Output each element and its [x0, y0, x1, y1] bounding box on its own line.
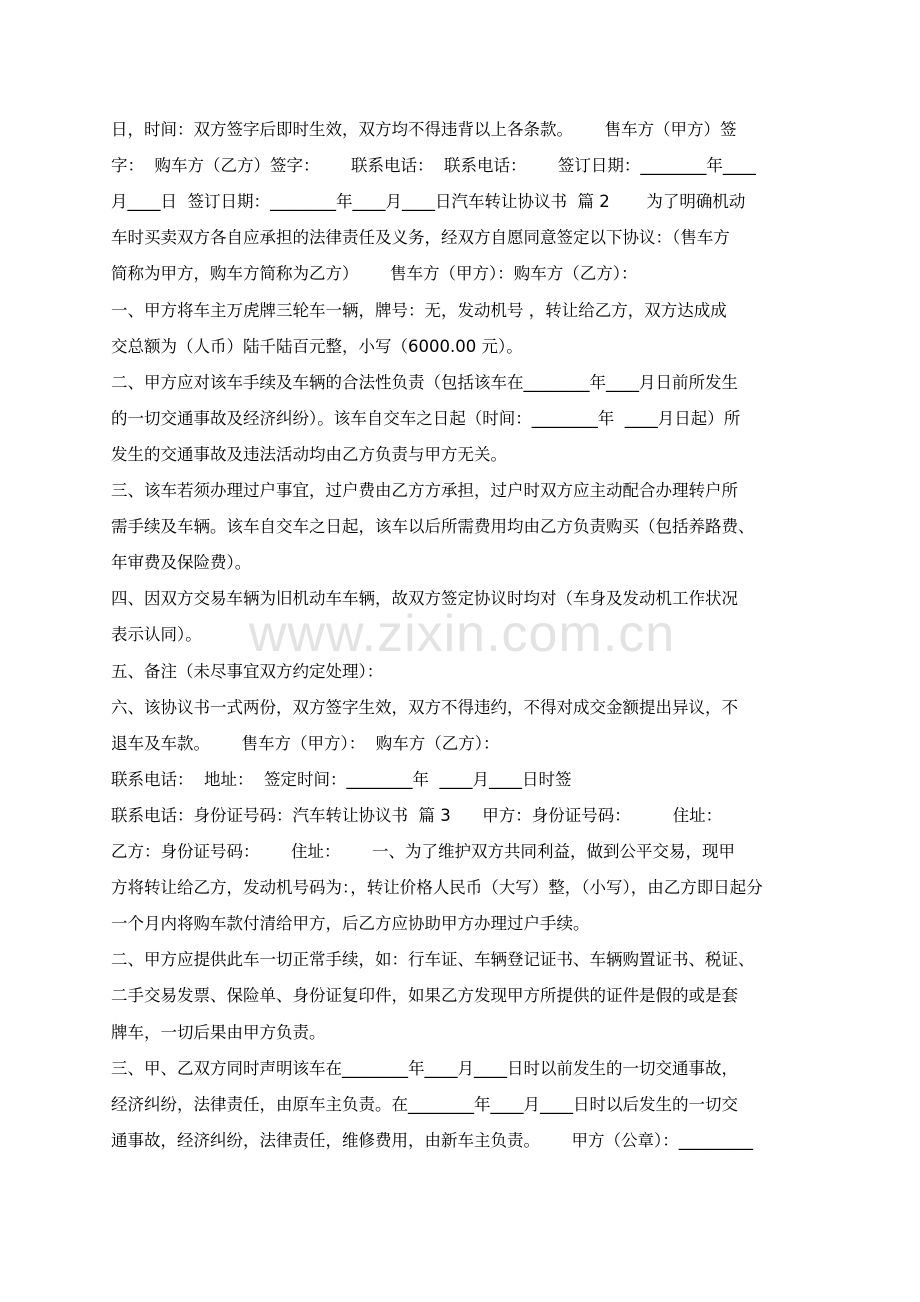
text-line: 六、该协议书一式两份，双方签字生效，双方不得违约，不得对成交金额提出异议，不 [111, 698, 738, 717]
text-line: 需手续及车辆。该车自交车之日起，该车以后所需费用均由乙方负责购买（包括养路费、 [111, 517, 755, 536]
text-line: 年审费及保险费）。 [111, 553, 252, 572]
text-line: 联系电话： 地址： 签定时间：________年 ____月____日时签 [111, 770, 572, 789]
text-line: 五、备注（未尽事宜双方约定处理）： [111, 662, 384, 681]
text-line: 表示认同）。 [111, 625, 202, 644]
text-line: 一、甲方将车主万虎牌三轮车一辆，牌号：无，发动机号 ，转让给乙方，双方达成成 [111, 301, 727, 320]
text-line: 二、甲方应提供此车一切正常手续，如：行车证、车辆登记证书、车辆购置证书、税证、 [111, 950, 755, 969]
text-line: 日，时间：双方签字后即时生效，双方均不得违背以上各条款。 售车方（甲方）签 [111, 120, 737, 139]
text-line: 牌车，一切后果由甲方负责。 [111, 1023, 326, 1042]
text-line: 经济纠纷，法律责任，由原车主负责。在________年____月____日时以后发生的一切交 [111, 1095, 738, 1114]
text-line: 三、该车若须办理过户事宜，过户费由乙方方承担，过户时双方应主动配合办理转户所 [111, 481, 738, 500]
text-line: 二、甲方应对该车手续及车辆的合法性负责（包括该车在________年____月日前所发生 [111, 373, 738, 392]
text-line: 字： 购车方（乙方）签字： 联系电话： 联系电话： 签订日期：________年____ [111, 156, 756, 175]
text-line: 乙方：身份证号码： 住址： 一、为了维护双方共同利益，做到公平交易，现甲 [111, 842, 735, 861]
text-line: 月____日 签订日期：________年____月____日汽车转让协议书 篇 2 为了明确机动 [111, 192, 746, 211]
text-line: 四、因双方交易车辆为旧机动车车辆，故双方签定协议时均对（车身及发动机工作状况 [111, 589, 738, 608]
text-line: 方将转让给乙方，发动机号码为：，转让价格人民币（大写）整，（小写），由乙方即日起分 [111, 878, 763, 897]
text-line: 车时买卖双方各自应承担的法律责任及义务，经双方自愿同意签定以下协议：（售车方 [111, 228, 730, 247]
watermark: www.zixin.com.cn [248, 605, 676, 663]
text-line: 通事故，经济纠纷，法律责任，维修费用，由新车主负责。 甲方（公章）：_________ [111, 1131, 753, 1150]
text-line: 三、甲、乙双方同时声明该车在________年____月____日时以前发生的一切交通事故， [111, 1059, 738, 1078]
text-line: 一个月内将购车款付清给甲方，后乙方应协助甲方办理过户手续。 [111, 914, 590, 933]
text-line: 交总额为（人币）陆千陆百元整，小写（6000.00 元）。 [111, 337, 523, 356]
text-line: 联系电话：身份证号码：汽车转让协议书 篇 3 甲方：身份证号码： 住址： [111, 806, 723, 825]
text-line: 发生的交通事故及违法活动均由乙方负责与甲方无关。 [111, 445, 507, 464]
text-line: 退车及车款。 售车方（甲方）： 购车方（乙方）： [111, 734, 500, 753]
text-line: 简称为甲方，购车方简称为乙方） 售车方（甲方）：购车方（乙方）： [111, 264, 638, 283]
text-line: 的一切交通事故及经济纠纷）。该车自交车之日起（时间：________年 ____月日起）所 [111, 409, 741, 428]
text-line: 二手交易发票、保险单、身份证复印件，如果乙方发现甲方所提供的证件是假的或是套 [111, 986, 738, 1005]
